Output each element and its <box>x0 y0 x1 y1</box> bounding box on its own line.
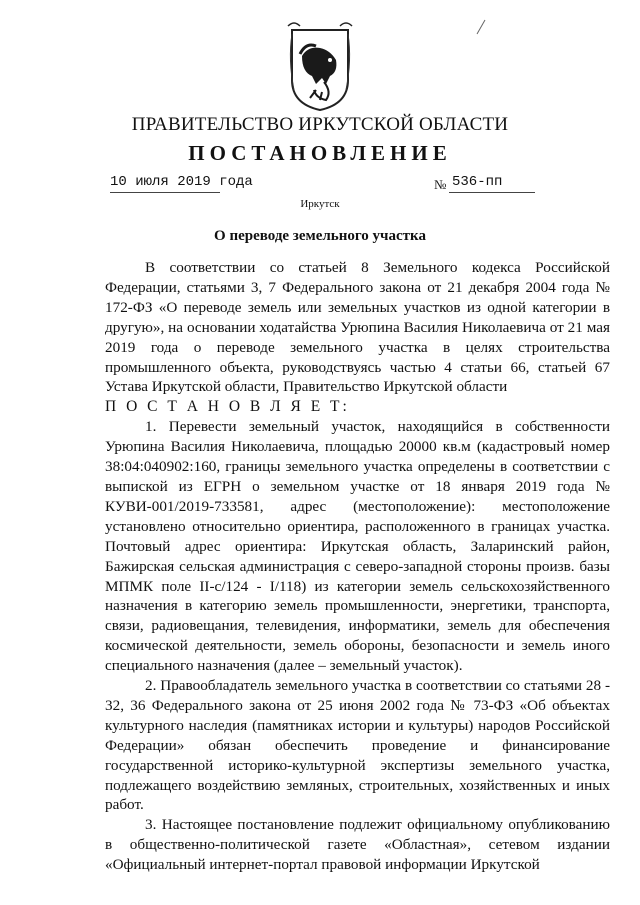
document-subject: О переводе земельного участка <box>214 228 426 244</box>
coat-of-arms-icon <box>286 20 354 112</box>
document-body <box>105 258 610 875</box>
item-2-paragraph: 2. Правообладатель земельного участка в соответствии со статьями 28 - 32, 36 Федерального закона от 25 июня 2002 года № 73-ФЗ «Об объектах культурного наследия (памятниках истории и культуры) народов Российской Федерации» обязан обеспечить проведение и финансирование государственной историко-культурной экспертизы земельного участка, подлежащего воздействию земляных, строительных, хозяйственных и иных работ. <box>105 677 610 814</box>
date-underline <box>110 192 220 193</box>
item-3-paragraph: 3. Настоящее постановление подлежит официальному опубликованию в общественно-политической газете «Областная», сетевом издании «Официальный интернет-портал правовой информации Иркутской <box>105 816 610 874</box>
number-sign: № <box>434 177 447 192</box>
preamble-paragraph: В соответствии со статьей 8 Земельного кодекса Российской Федерации, статьями 3, 7 Федерального закона от 21 декабря 2004 года № 172-ФЗ «О переводе земель или земельных участков из одной категории в другую», на основании ходатайства Урюпина Василия Николаевича от 21 мая 2019 года о переводе земельного участка в целях строительства промышленного объекта, руководствуясь частью 4 статьи 66, статьей 67 Устава Иркутской области, Правительство Иркутской области <box>105 259 610 396</box>
pen-mark-icon <box>474 18 488 36</box>
item-1-paragraph: 1. Перевести земельный участок, находящийся в собственности Урюпина Василия Николаевича, площадью 20000 кв.м (кадастровый номер 38:04:040902:160, границы земельного участка определены в соответствии с выпиской из ЕГРН о земельном участке от 18 января 2019 года № КУВИ-001/2019-733581, адрес (местоположение): местоположение установлено относительно ориентира, расположенного в границах участка. Почтовый адрес ориентира: Иркутская область, Заларинский район, Бажирская сельская администрация с северо-западной стороны произв. базы МПМК поле II-с/124 - I/118) из категории земель сельскохозяйственного назначения в категорию земель промышленности, энергетики, транспорта, связи, радиовещания, телевидения, информатики, земель для обеспечения космической деятельности, земель обороны, безопасности и земель иного специального назначения (далее – земельный участок). <box>105 418 610 675</box>
city: Иркутск <box>300 198 340 210</box>
document-number: 536-пп <box>452 174 503 190</box>
government-name: ПРАВИТЕЛЬСТВО ИРКУТСКОЙ ОБЛАСТИ <box>131 114 509 135</box>
number-underline <box>449 192 535 193</box>
decree-word: П О С Т А Н О В Л Я Е Т: <box>105 398 350 416</box>
document-type: ПОСТАНОВЛЕНИЕ <box>188 141 452 165</box>
document-date: 10 июля 2019 года <box>110 174 253 190</box>
